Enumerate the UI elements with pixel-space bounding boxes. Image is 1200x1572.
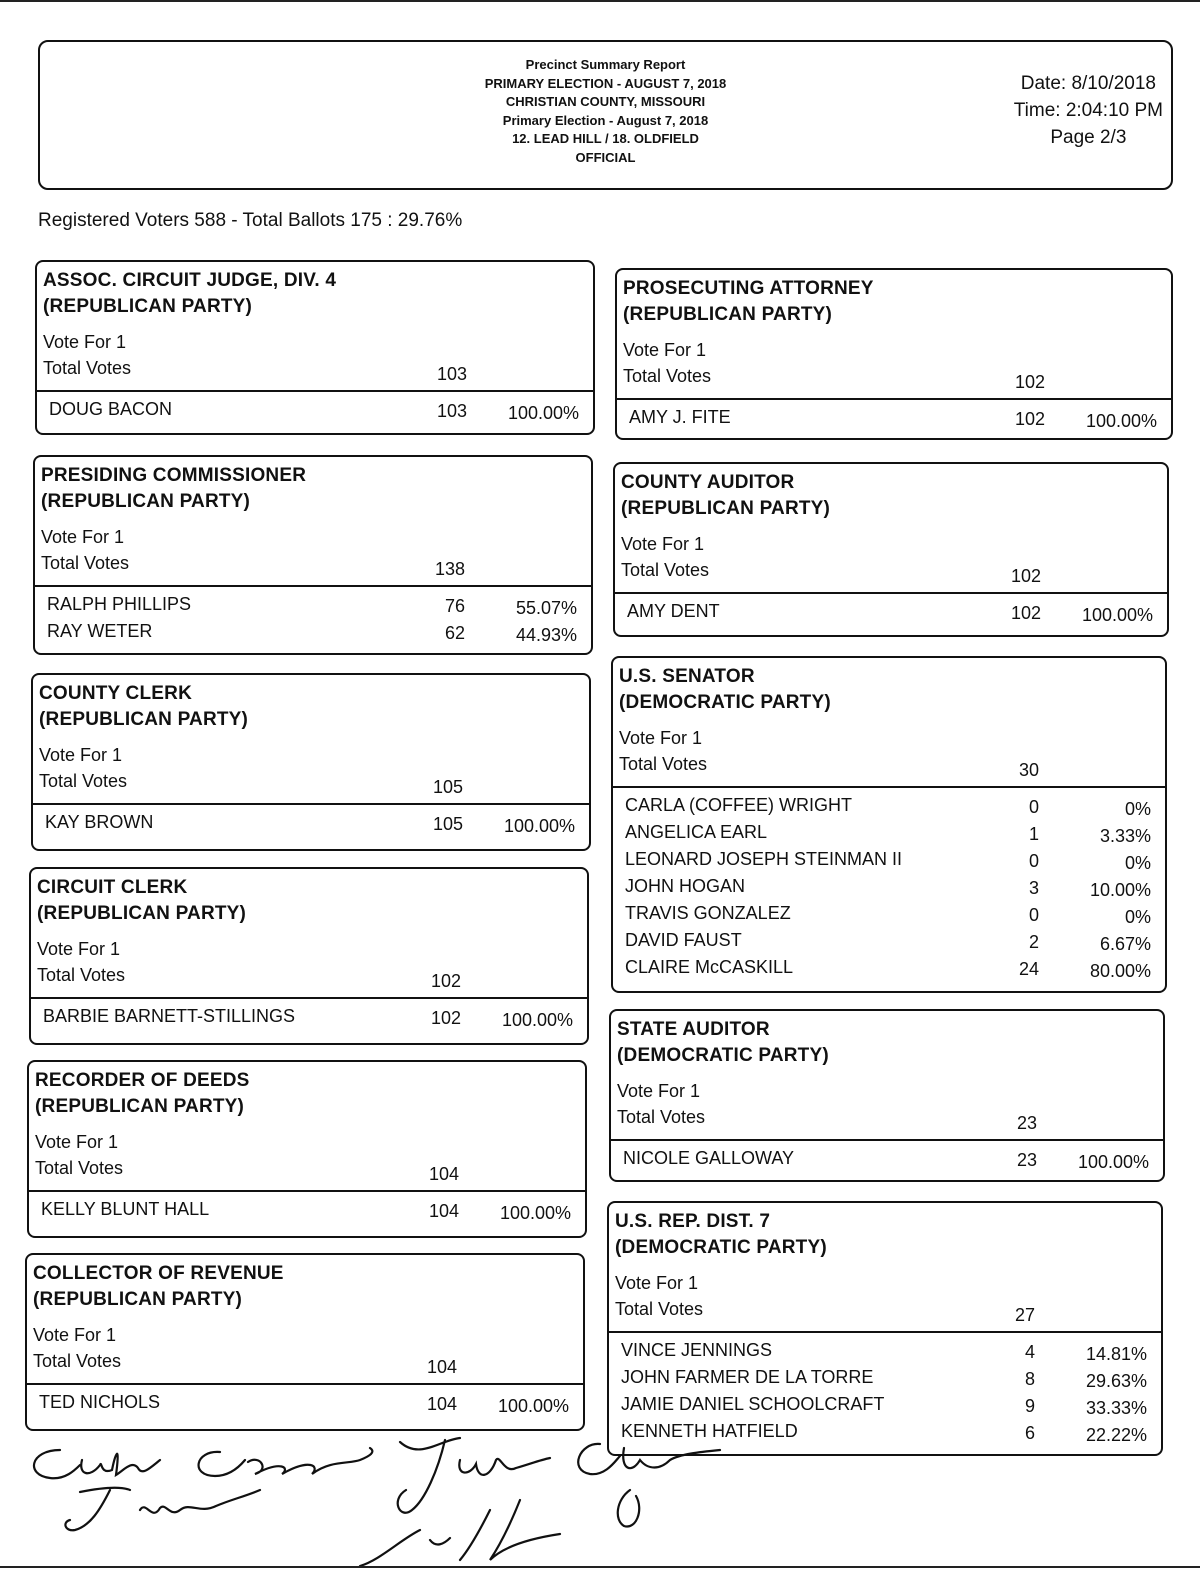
race-party: (REPUBLICAN PARTY) <box>35 1096 245 1117</box>
total-votes-value: 104 <box>428 1164 459 1184</box>
race-office: U.S. SENATOR <box>619 666 755 687</box>
vote-for-label: Vote For 1 <box>617 1081 701 1101</box>
candidate-votes: 104 <box>426 1394 457 1414</box>
candidate-name: AMY J. FITE <box>629 407 731 427</box>
race-divider <box>609 1331 1161 1333</box>
candidate-name: CARLA (COFFEE) WRIGHT <box>625 795 853 815</box>
vote-for-label: Vote For 1 <box>43 332 127 352</box>
race-box <box>27 1060 587 1238</box>
race-office: COLLECTOR OF REVENUE <box>33 1263 284 1284</box>
candidate-votes: 102 <box>1014 409 1045 429</box>
vote-for-label: Vote For 1 <box>615 1273 699 1293</box>
total-votes-value: 23 <box>1016 1113 1037 1133</box>
total-votes-value: 103 <box>436 364 467 384</box>
race-office: CIRCUIT CLERK <box>37 877 188 898</box>
candidate-votes: 76 <box>444 596 465 616</box>
vote-for-label: Vote For 1 <box>623 340 707 360</box>
race-office: COUNTY CLERK <box>39 683 192 704</box>
total-votes-label: Total Votes <box>623 366 712 386</box>
candidate-votes: 23 <box>1016 1150 1037 1170</box>
total-votes-value: 104 <box>426 1357 457 1377</box>
candidate-name: DOUG BACON <box>49 399 173 419</box>
race-office: PROSECUTING ATTORNEY <box>623 278 874 299</box>
race-title <box>621 470 830 522</box>
candidate-votes: 2 <box>1028 932 1039 952</box>
candidate-percent: 100.00% <box>1085 411 1157 431</box>
race-box <box>609 1009 1165 1182</box>
race-title <box>33 1261 284 1313</box>
race-box <box>611 656 1167 993</box>
election-subtitle: Primary Election - August 7, 2018 <box>502 112 709 128</box>
race-title <box>623 276 874 328</box>
candidate-votes: 62 <box>444 623 465 643</box>
candidate-percent: 100.00% <box>507 403 579 423</box>
race-title <box>615 1209 827 1261</box>
candidate-votes: 24 <box>1018 959 1039 979</box>
total-votes-label: Total Votes <box>33 1351 122 1371</box>
race-divider <box>35 585 591 587</box>
race-box <box>31 673 591 851</box>
race-party: (REPUBLICAN PARTY) <box>621 498 831 519</box>
race-office: COUNTY AUDITOR <box>621 472 795 493</box>
race-title <box>41 463 306 515</box>
candidate-name: RAY WETER <box>47 621 153 641</box>
total-votes-label: Total Votes <box>35 1158 124 1178</box>
candidate-votes: 8 <box>1024 1369 1035 1389</box>
candidate-name: JOHN HOGAN <box>625 876 746 896</box>
race-office: RECORDER OF DEEDS <box>35 1070 250 1091</box>
race-box <box>613 462 1169 637</box>
candidate-votes: 0 <box>1028 905 1039 925</box>
candidate-name: JOHN FARMER DE LA TORRE <box>621 1367 874 1387</box>
candidate-name: KAY BROWN <box>45 812 154 832</box>
registration-summary: Registered Voters 588 - Total Ballots 175 : 29.76% <box>38 210 463 231</box>
candidate-percent: 100.00% <box>501 1010 573 1030</box>
candidate-percent: 55.07% <box>515 598 577 618</box>
vote-for-label: Vote For 1 <box>619 728 703 748</box>
total-votes-value: 102 <box>430 971 461 991</box>
candidate-percent: 100.00% <box>1077 1152 1149 1172</box>
race-party: (REPUBLICAN PARTY) <box>41 491 251 512</box>
candidate-name: NICOLE GALLOWAY <box>623 1148 795 1168</box>
candidate-votes: 104 <box>428 1201 459 1221</box>
candidate-percent: 10.00% <box>1089 880 1151 900</box>
candidate-percent: 6.67% <box>1099 934 1151 954</box>
race-title <box>39 681 248 733</box>
candidate-name: TRAVIS GONZALEZ <box>625 903 791 923</box>
race-party: (REPUBLICAN PARTY) <box>33 1289 243 1310</box>
race-divider <box>33 803 589 805</box>
race-party: (DEMOCRATIC PARTY) <box>617 1045 829 1066</box>
total-votes-value: 27 <box>1014 1305 1035 1325</box>
candidate-name: AMY DENT <box>627 601 720 621</box>
total-votes-value: 105 <box>432 777 463 797</box>
candidate-percent: 29.63% <box>1085 1371 1147 1391</box>
race-title <box>617 1017 829 1069</box>
race-title <box>43 268 336 320</box>
candidate-percent: 0% <box>1124 799 1151 819</box>
vote-for-label: Vote For 1 <box>35 1132 119 1152</box>
candidate-votes: 1 <box>1028 824 1039 844</box>
vote-for-label: Vote For 1 <box>33 1325 117 1345</box>
candidate-name: BARBIE BARNETT-STILLINGS <box>43 1006 296 1026</box>
candidate-percent: 22.22% <box>1085 1425 1147 1445</box>
race-office: ASSOC. CIRCUIT JUDGE, DIV. 4 <box>43 270 337 291</box>
candidate-votes: 4 <box>1024 1342 1035 1362</box>
vote-for-label: Vote For 1 <box>39 745 123 765</box>
official-label: OFFICIAL <box>575 149 636 165</box>
candidate-name: JAMIE DANIEL SCHOOLCRAFT <box>621 1394 885 1414</box>
race-party: (DEMOCRATIC PARTY) <box>615 1237 827 1258</box>
vote-for-label: Vote For 1 <box>41 527 125 547</box>
county-name: CHRISTIAN COUNTY, MISSOURI <box>505 94 706 109</box>
race-box <box>29 867 589 1045</box>
race-title <box>37 875 246 927</box>
race-office: STATE AUDITOR <box>617 1019 770 1040</box>
candidate-votes: 0 <box>1028 851 1039 871</box>
race-party: (REPUBLICAN PARTY) <box>39 709 249 730</box>
race-box <box>607 1201 1163 1456</box>
race-party: (REPUBLICAN PARTY) <box>623 304 833 325</box>
race-title <box>35 1068 250 1120</box>
total-votes-value: 138 <box>434 559 465 579</box>
signatures <box>20 1430 740 1570</box>
candidate-percent: 80.00% <box>1089 961 1151 981</box>
candidate-name: ANGELICA EARL <box>625 822 768 842</box>
candidate-percent: 0% <box>1124 853 1151 873</box>
total-votes-label: Total Votes <box>41 553 130 573</box>
bottom-edge-line <box>0 1566 1200 1568</box>
race-box <box>615 268 1173 440</box>
candidate-votes: 6 <box>1024 1423 1035 1443</box>
report-title: Precinct Summary Report <box>525 57 686 72</box>
race-divider <box>615 592 1167 594</box>
candidate-votes: 3 <box>1028 878 1039 898</box>
total-votes-label: Total Votes <box>39 771 128 791</box>
race-office: U.S. REP. DIST. 7 <box>615 1211 771 1232</box>
candidate-votes: 102 <box>430 1008 461 1028</box>
race-party: (REPUBLICAN PARTY) <box>37 903 247 924</box>
total-votes-value: 102 <box>1014 372 1045 392</box>
candidate-name: KELLY BLUNT HALL <box>41 1199 210 1219</box>
election-name: PRIMARY ELECTION - AUGUST 7, 2018 <box>484 75 727 91</box>
candidate-name: RALPH PHILLIPS <box>47 594 192 614</box>
candidate-percent: 0% <box>1124 907 1151 927</box>
total-votes-value: 30 <box>1018 760 1039 780</box>
candidate-percent: 100.00% <box>1081 605 1153 625</box>
candidate-percent: 100.00% <box>503 816 575 836</box>
race-divider <box>37 390 593 392</box>
report-meta <box>1014 70 1163 151</box>
race-box <box>33 455 593 655</box>
race-box <box>25 1253 585 1431</box>
race-divider <box>617 398 1171 400</box>
total-votes-value: 102 <box>1010 566 1041 586</box>
total-votes-label: Total Votes <box>615 1299 704 1319</box>
race-divider <box>29 1190 585 1192</box>
report-date: Date: 8/10/2018 <box>1020 73 1156 94</box>
candidate-name: DAVID FAUST <box>625 930 742 950</box>
candidate-name: CLAIRE McCASKILL <box>625 957 794 977</box>
race-divider <box>611 1139 1163 1141</box>
candidate-votes: 9 <box>1024 1396 1035 1416</box>
candidate-percent: 14.81% <box>1085 1344 1147 1364</box>
candidate-votes: 105 <box>432 814 463 834</box>
precinct-name: 12. LEAD HILL / 18. OLDFIELD <box>512 131 699 146</box>
candidate-percent: 44.93% <box>515 625 577 645</box>
vote-for-label: Vote For 1 <box>37 939 121 959</box>
report-time: Time: 2:04:10 PM <box>1013 100 1163 121</box>
candidate-votes: 0 <box>1028 797 1039 817</box>
candidate-name: KENNETH HATFIELD <box>621 1421 798 1441</box>
race-box <box>35 260 595 435</box>
race-divider <box>613 786 1165 788</box>
candidate-percent: 100.00% <box>499 1203 571 1223</box>
total-votes-label: Total Votes <box>621 560 710 580</box>
total-votes-label: Total Votes <box>619 754 708 774</box>
race-party: (DEMOCRATIC PARTY) <box>619 692 831 713</box>
top-edge-line <box>0 0 1200 2</box>
page-number: Page 2/3 <box>1050 127 1127 148</box>
race-title <box>619 664 831 716</box>
race-party: (REPUBLICAN PARTY) <box>43 296 253 317</box>
report-title-block <box>40 56 1171 167</box>
candidate-votes: 102 <box>1010 603 1041 623</box>
race-divider <box>27 1383 583 1385</box>
candidate-percent: 100.00% <box>497 1396 569 1416</box>
candidate-percent: 33.33% <box>1085 1398 1147 1418</box>
candidate-name: TED NICHOLS <box>39 1392 161 1412</box>
race-divider <box>31 997 587 999</box>
total-votes-label: Total Votes <box>43 358 132 378</box>
candidate-votes: 103 <box>436 401 467 421</box>
race-office: PRESIDING COMMISSIONER <box>41 465 307 486</box>
total-votes-label: Total Votes <box>617 1107 706 1127</box>
candidate-percent: 3.33% <box>1099 826 1151 846</box>
candidate-name: LEONARD JOSEPH STEINMAN II <box>625 849 903 869</box>
candidate-name: VINCE JENNINGS <box>621 1340 773 1360</box>
report-header <box>38 40 1173 190</box>
total-votes-label: Total Votes <box>37 965 126 985</box>
vote-for-label: Vote For 1 <box>621 534 705 554</box>
